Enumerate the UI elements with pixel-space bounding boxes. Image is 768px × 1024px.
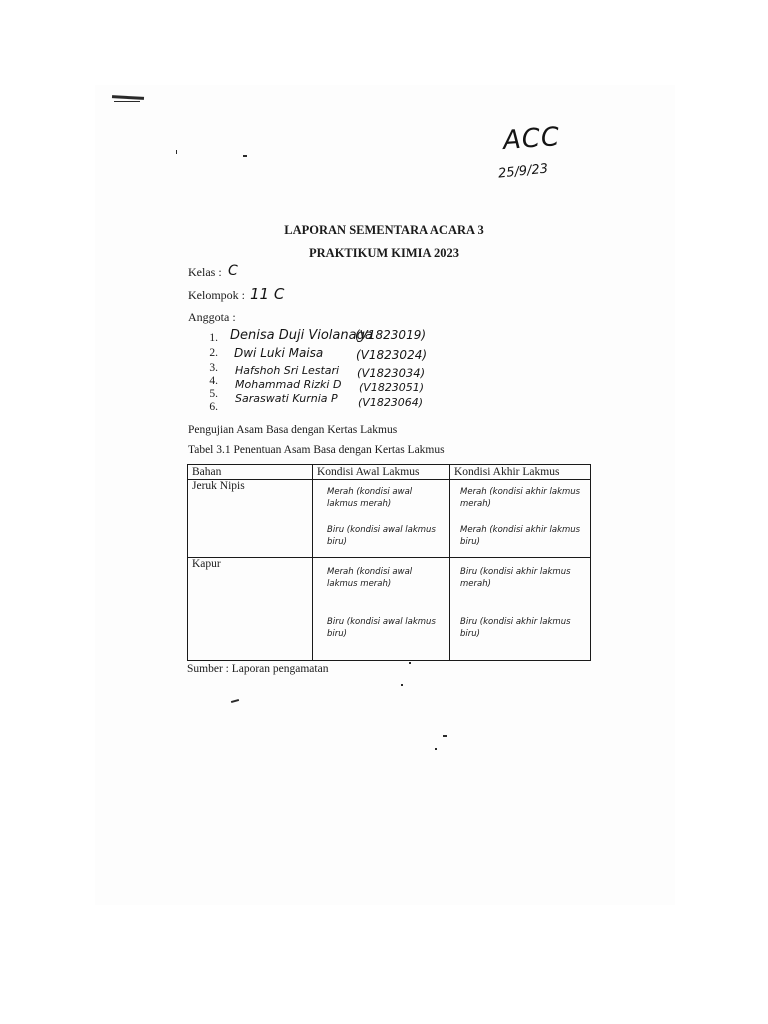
pen-mark (401, 684, 403, 686)
member-nim: (V1823064) (358, 396, 424, 409)
observation-text: Merah (kondisi awal lakmus merah) (327, 567, 413, 589)
kelas-label: Kelas : (188, 265, 222, 279)
observation-text: Biru (kondisi awal lakmus biru) (327, 617, 436, 639)
table-row (188, 558, 591, 661)
header-bahan: Bahan (188, 465, 313, 480)
member-name: Saraswati Kurnia P (235, 392, 338, 405)
kelas-value: C (228, 263, 238, 279)
observation-text: Biru (kondisi awal lakmus biru) (327, 525, 436, 547)
member-nim: (V1823051) (359, 381, 425, 394)
member-number: 6. (209, 401, 218, 413)
kondisi-akhir-cell (450, 480, 591, 558)
pen-mark (243, 155, 247, 157)
page-title: LAPORAN SEMENTARA ACARA 3 (284, 223, 484, 237)
member-number: 5. (209, 388, 218, 400)
pen-mark (409, 662, 411, 664)
member-name: Mohammad Rizki D (235, 378, 342, 391)
observation-text: Biru (kondisi akhir lakmus merah) (460, 567, 571, 589)
pen-mark (114, 101, 140, 102)
pen-mark (443, 735, 447, 737)
section-title: Pengujian Asam Basa dengan Kertas Lakmus (188, 424, 398, 436)
kondisi-akhir-cell (450, 558, 591, 661)
bahan-cell: Kapur (188, 558, 313, 661)
member-nim: (V1823034) (357, 366, 426, 380)
bahan-cell: Jeruk Nipis (188, 480, 313, 558)
litmus-table (187, 464, 591, 661)
pen-mark (435, 748, 437, 750)
header-kondisi-akhir: Kondisi Akhir Lakmus (450, 465, 591, 480)
kondisi-awal-cell (313, 480, 450, 558)
observation-text: Biru (kondisi akhir lakmus biru) (460, 617, 571, 639)
page-subtitle: PRAKTIKUM KIMIA 2023 (309, 246, 459, 260)
table-source: Sumber : Laporan pengamatan (187, 663, 329, 675)
member-nim: (V1823024) (356, 348, 428, 362)
kondisi-awal-cell (313, 558, 450, 661)
member-number: 4. (209, 375, 218, 387)
table-caption: Tabel 3.1 Penentuan Asam Basa dengan Kertas Lakmus (188, 444, 445, 456)
approval-date: 25/9/23 (497, 161, 549, 182)
kelompok-label: Kelompok : (188, 288, 245, 302)
observation-text: Merah (kondisi awal lakmus merah) (327, 487, 413, 509)
member-number: 2. (209, 347, 218, 359)
member-number: 1. (209, 332, 218, 344)
observation-text: Merah (kondisi akhir lakmus biru) (460, 525, 581, 547)
member-name: Hafshoh Sri Lestari (235, 364, 340, 377)
header-kondisi-awal: Kondisi Awal Lakmus (313, 465, 450, 480)
pen-mark (176, 150, 177, 154)
approval-mark: ACC (502, 122, 562, 156)
table-row (188, 480, 591, 558)
member-nim: (V1823019) (355, 328, 427, 342)
table-header-row (188, 465, 591, 480)
anggota-label: Anggota : (188, 310, 236, 324)
member-name: Dwi Luki Maisa (234, 346, 324, 360)
member-number: 3. (209, 362, 218, 374)
member-name: Denisa Duji Violanaga (230, 328, 373, 343)
observation-text: Merah (kondisi akhir lakmus merah) (460, 487, 581, 509)
kelompok-value: 11 C (250, 285, 285, 303)
